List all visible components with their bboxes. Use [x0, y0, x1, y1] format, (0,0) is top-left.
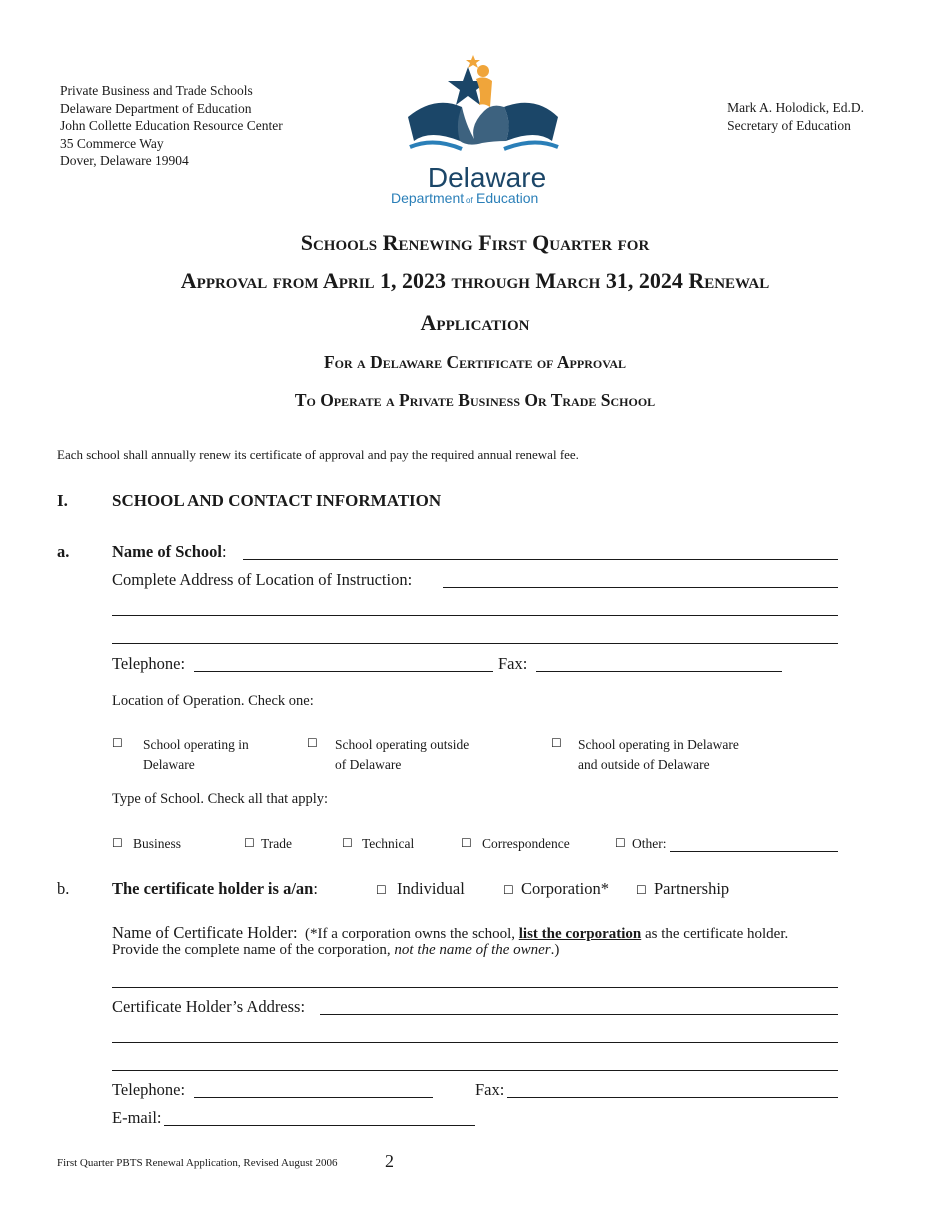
holder-name-field[interactable] — [112, 987, 838, 988]
office-address — [60, 82, 283, 170]
option-in-delaware: School operating in Delaware — [143, 737, 249, 772]
school-name-field[interactable] — [243, 559, 838, 560]
section-heading: SCHOOL AND CONTACT INFORMATION — [112, 491, 442, 510]
holder-fax-field[interactable] — [507, 1097, 838, 1098]
option-outside-delaware: School operating outside of Delaware — [335, 737, 470, 772]
checkbox-business[interactable]: ☐ — [112, 836, 123, 850]
option-business: Business — [133, 836, 182, 851]
checkbox-other[interactable]: ☐ — [615, 836, 626, 850]
secretary-title: Secretary of Education — [727, 117, 851, 133]
holder-email-field[interactable] — [164, 1125, 475, 1126]
form-subtitle-2: To Operate a Private Business Or Trade School — [294, 390, 656, 410]
address-field-1[interactable] — [443, 587, 838, 588]
holder-name-note: Provide the complete name of the corporation, not the name of the owner.) — [112, 942, 560, 958]
secretary-name: Mark A. Holodick, Ed.D. — [727, 100, 864, 115]
type-label: Type of School. Check all that apply: — [112, 791, 329, 807]
option-corporation: Corporation* — [521, 879, 609, 898]
form-title-line-2: Approval from April 1, 2023 through March 31, 2024 Renewal — [180, 268, 770, 293]
checkbox-correspondence[interactable]: ☐ — [461, 836, 472, 850]
option-in-and-outside: School operating in Delaware and outside of Delaware — [578, 737, 739, 772]
logo-star-small — [466, 55, 480, 68]
location-label: Location of Operation. Check one: — [112, 693, 314, 709]
logo-book-left — [408, 103, 462, 141]
delaware-doe-logo — [391, 55, 575, 210]
checkbox-in-delaware[interactable]: ☐ — [112, 736, 123, 750]
address-field-2[interactable] — [112, 615, 838, 616]
logo-figure-head — [477, 65, 489, 77]
part-b-letter: b. — [57, 879, 70, 898]
logo-river — [454, 106, 508, 145]
option-trade: Trade — [261, 836, 293, 851]
address-line: John Collette Education Resource Center — [60, 118, 283, 133]
holder-telephone-label: Telephone: — [112, 1080, 186, 1099]
fax-field[interactable] — [536, 671, 782, 672]
checkbox-trade[interactable]: ☐ — [244, 836, 255, 850]
address-line: Delaware Department of Education — [60, 100, 252, 116]
form-title-line-3: Application — [420, 310, 530, 335]
logo-edu: Education — [476, 190, 539, 206]
option-technical: Technical — [362, 836, 415, 851]
option-correspondence: Correspondence — [482, 836, 570, 851]
checkbox-partnership[interactable]: ☐ — [636, 883, 647, 897]
section-number: I. — [57, 491, 68, 510]
other-type-field[interactable] — [670, 851, 838, 852]
telephone-label: Telephone: — [112, 654, 186, 673]
logo-wordmark: Delaware — [427, 162, 547, 193]
logo-graphic — [391, 55, 575, 210]
fax-label: Fax: — [498, 654, 528, 673]
logo-dept: Department — [391, 190, 465, 206]
logo-of: of — [466, 196, 473, 205]
holder-email-label: E-mail: — [112, 1108, 162, 1127]
checkbox-outside-delaware[interactable]: ☐ — [307, 736, 318, 750]
holder-fax-label: Fax: — [475, 1080, 505, 1099]
address-field-3[interactable] — [112, 643, 838, 644]
page-number: 2 — [385, 1151, 394, 1171]
address-label: Complete Address of Location of Instruction: — [112, 570, 413, 589]
checkbox-corporation[interactable]: ☐ — [503, 883, 514, 897]
telephone-field[interactable] — [194, 671, 493, 672]
address-line: 35 Commerce Way — [60, 135, 164, 151]
logo-page-line — [410, 142, 558, 149]
option-other: Other: — [632, 836, 667, 851]
part-a-letter: a. — [57, 542, 70, 561]
checkbox-individual[interactable]: ☐ — [376, 883, 387, 897]
holder-address-field-3[interactable] — [112, 1070, 838, 1071]
school-name-label: Name of School: — [112, 542, 227, 561]
address-line: Private Business and Trade Schools — [60, 83, 253, 98]
holder-type-label: The certificate holder is a/an: — [112, 879, 318, 898]
checkbox-technical[interactable]: ☐ — [342, 836, 353, 850]
holder-address-label: Certificate Holder’s Address: — [112, 997, 306, 1016]
footer-text: First Quarter PBTS Renewal Application, Revised August 2006 — [57, 1157, 338, 1169]
holder-name-label: Name of Certificate Holder: (*If a corporation owns the school, list the corporation as the certificate holder. — [112, 923, 789, 942]
form-title-line-1: Schools Renewing First Quarter for — [300, 230, 650, 255]
checkbox-in-and-outside[interactable]: ☐ — [551, 736, 562, 750]
option-partnership: Partnership — [654, 879, 730, 898]
holder-address-field-1[interactable] — [320, 1014, 838, 1015]
secretary-block — [727, 99, 864, 134]
holder-telephone-field[interactable] — [194, 1097, 433, 1098]
logo-book-right — [504, 103, 558, 141]
address-line: Dover, Delaware 19904 — [60, 153, 189, 168]
holder-address-field-2[interactable] — [112, 1042, 838, 1043]
intro-text: Each school shall annually renew its certificate of approval and pay the required annual renewal fee. — [57, 447, 579, 462]
form-subtitle-1: For a Delaware Certificate of Approval — [323, 352, 626, 372]
option-individual: Individual — [397, 879, 465, 898]
